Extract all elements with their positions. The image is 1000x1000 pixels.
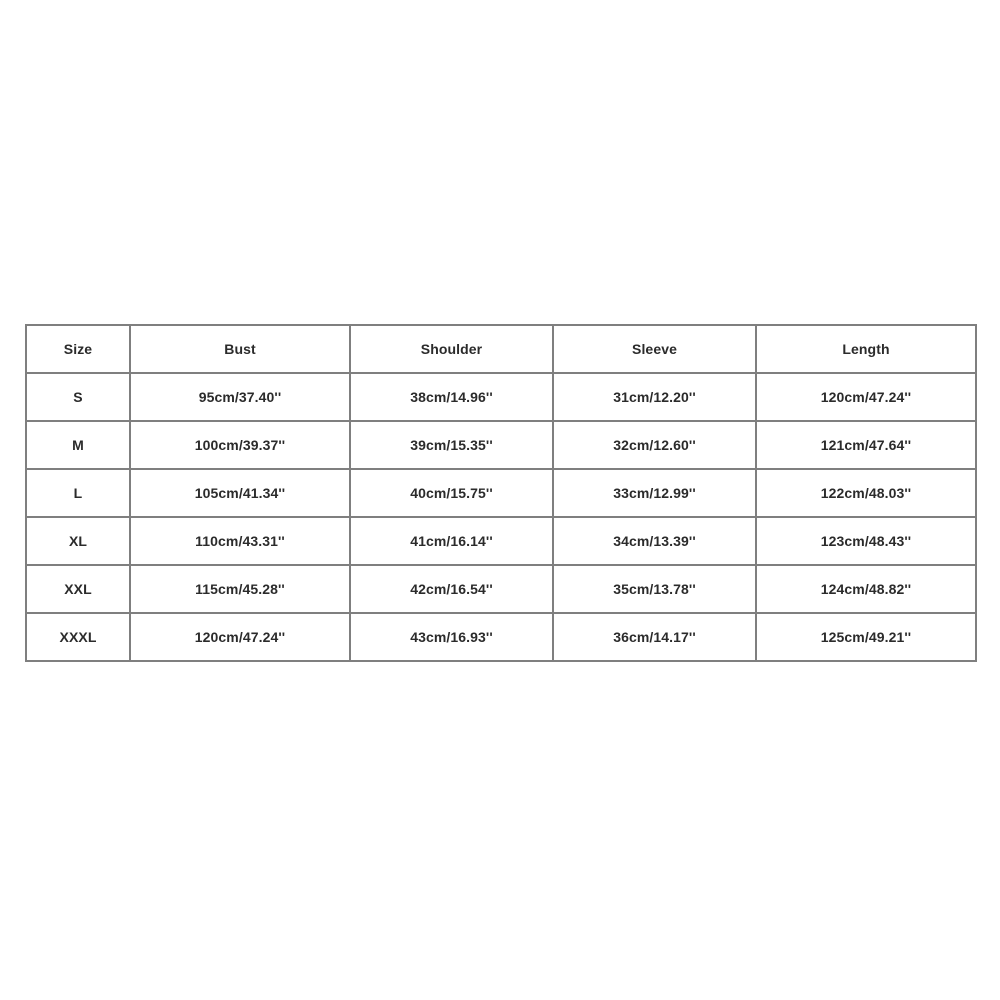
shoulder-cell: 42cm/16.54'' <box>350 565 553 613</box>
size-cell: M <box>26 421 130 469</box>
bust-cell: 110cm/43.31'' <box>130 517 350 565</box>
size-chart-table <box>25 324 977 662</box>
shoulder-cell: 41cm/16.14'' <box>350 517 553 565</box>
header-size: Size <box>26 325 130 373</box>
length-cell: 125cm/49.21'' <box>756 613 976 661</box>
size-cell: XL <box>26 517 130 565</box>
header-shoulder: Shoulder <box>350 325 553 373</box>
header-sleeve: Sleeve <box>553 325 756 373</box>
sleeve-cell: 31cm/12.20'' <box>553 373 756 421</box>
sleeve-cell: 34cm/13.39'' <box>553 517 756 565</box>
size-cell: L <box>26 469 130 517</box>
length-cell: 123cm/48.43'' <box>756 517 976 565</box>
header-length: Length <box>756 325 976 373</box>
table-row <box>26 613 976 661</box>
sleeve-cell: 32cm/12.60'' <box>553 421 756 469</box>
sleeve-cell: 33cm/12.99'' <box>553 469 756 517</box>
header-row <box>26 325 976 373</box>
sleeve-cell: 36cm/14.17'' <box>553 613 756 661</box>
length-cell: 120cm/47.24'' <box>756 373 976 421</box>
length-cell: 121cm/47.64'' <box>756 421 976 469</box>
header-bust: Bust <box>130 325 350 373</box>
table-row <box>26 373 976 421</box>
length-cell: 124cm/48.82'' <box>756 565 976 613</box>
size-cell: S <box>26 373 130 421</box>
table-row <box>26 517 976 565</box>
table-row <box>26 421 976 469</box>
size-cell: XXL <box>26 565 130 613</box>
shoulder-cell: 43cm/16.93'' <box>350 613 553 661</box>
shoulder-cell: 38cm/14.96'' <box>350 373 553 421</box>
sleeve-cell: 35cm/13.78'' <box>553 565 756 613</box>
size-cell: XXXL <box>26 613 130 661</box>
shoulder-cell: 39cm/15.35'' <box>350 421 553 469</box>
table-row <box>26 469 976 517</box>
bust-cell: 95cm/37.40'' <box>130 373 350 421</box>
bust-cell: 105cm/41.34'' <box>130 469 350 517</box>
shoulder-cell: 40cm/15.75'' <box>350 469 553 517</box>
bust-cell: 120cm/47.24'' <box>130 613 350 661</box>
length-cell: 122cm/48.03'' <box>756 469 976 517</box>
bust-cell: 100cm/39.37'' <box>130 421 350 469</box>
bust-cell: 115cm/45.28'' <box>130 565 350 613</box>
table-row <box>26 565 976 613</box>
